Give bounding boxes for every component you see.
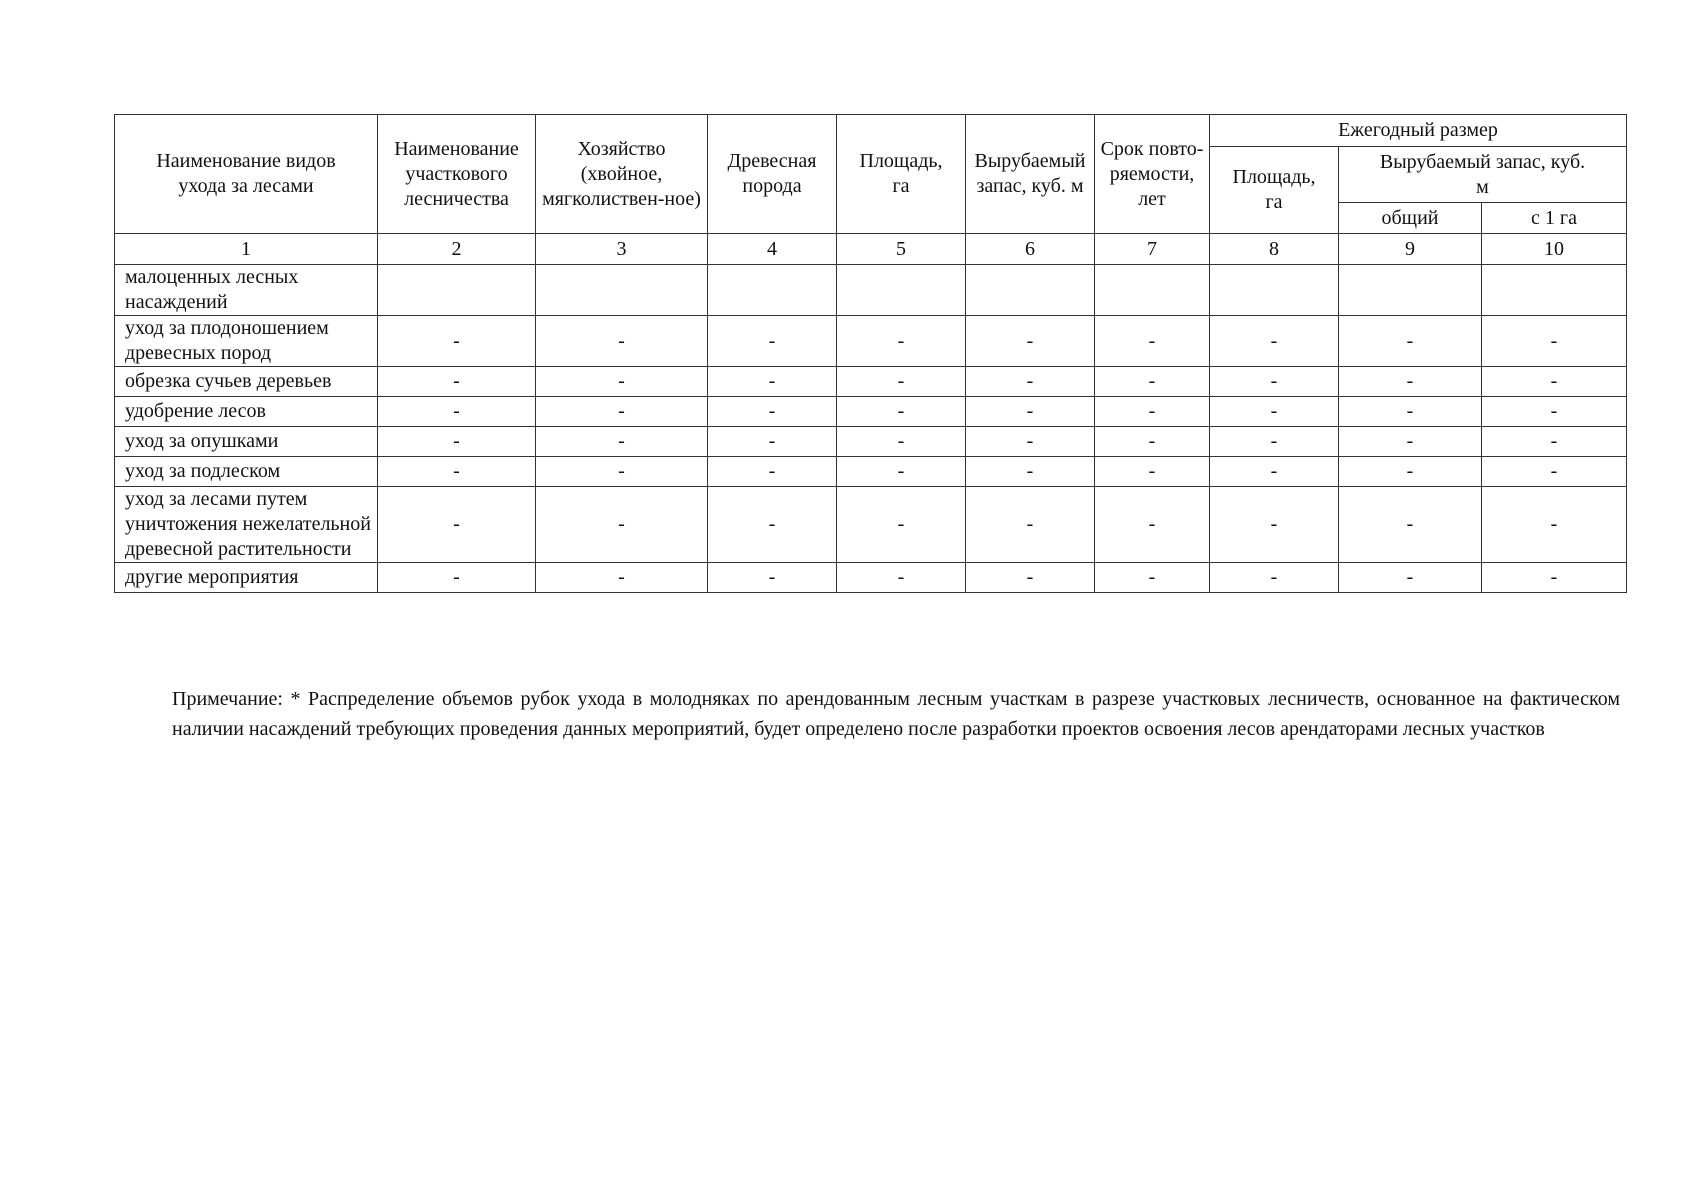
forest-care-table: [114, 114, 1627, 593]
table-cell: -: [1210, 563, 1339, 593]
column-number: 2: [378, 234, 536, 265]
table-cell: -: [1339, 367, 1482, 397]
header-district: Наименование участкового лесничества: [378, 115, 536, 234]
table-cell: -: [378, 316, 536, 367]
table-cell: -: [966, 427, 1095, 457]
table-cell: -: [1210, 316, 1339, 367]
header-tree-species: Древесная порода: [708, 115, 837, 234]
table-cell: -: [378, 367, 536, 397]
table-cell: -: [837, 367, 966, 397]
table-cell: [837, 265, 966, 316]
table-cell: -: [1095, 487, 1210, 563]
table-cell: -: [1339, 397, 1482, 427]
table-row: [115, 265, 1627, 316]
column-number-row: [115, 234, 1627, 265]
table-body: [115, 234, 1627, 593]
table-cell: -: [1482, 316, 1627, 367]
header-volume-total: общий: [1339, 203, 1482, 234]
table-cell: -: [1210, 367, 1339, 397]
table-cell: -: [378, 487, 536, 563]
column-number: 8: [1210, 234, 1339, 265]
table-cell: [1095, 265, 1210, 316]
care-type-name: другие мероприятия: [115, 563, 378, 593]
table-cell: -: [708, 397, 837, 427]
table-cell: [1339, 265, 1482, 316]
table-row: [115, 397, 1627, 427]
table-cell: -: [966, 487, 1095, 563]
table-cell: -: [708, 563, 837, 593]
table-cell: -: [708, 427, 837, 457]
table-cell: -: [966, 316, 1095, 367]
column-number: 4: [708, 234, 837, 265]
table-row: [115, 457, 1627, 487]
table-cell: -: [536, 487, 708, 563]
table-cell: -: [1482, 427, 1627, 457]
care-type-name: малоценных лесных насаждений: [115, 265, 378, 316]
table-cell: [966, 265, 1095, 316]
footnote: Примечание: * Распределение объемов рубок ухода в молодняках по арендованным лесным участкам в разрезе участковых лесничеств, основанное на фактическом наличии насаждений требующих проведения данных мероприятий, будет определено после разработки проектов освоения лесов арендаторами лесных участков: [172, 688, 1620, 740]
header-volume-per-ha: с 1 га: [1482, 203, 1627, 234]
document-page: [114, 114, 1626, 593]
table-cell: [1482, 265, 1627, 316]
care-type-name: уход за плодоношением древесных пород: [115, 316, 378, 367]
header-repeat-period: Срок повто-ряемости, лет: [1095, 115, 1210, 234]
table-cell: -: [837, 487, 966, 563]
table-cell: -: [536, 397, 708, 427]
table-row: [115, 427, 1627, 457]
table-cell: -: [1482, 563, 1627, 593]
table-cell: -: [1339, 427, 1482, 457]
table-cell: -: [1482, 487, 1627, 563]
table-cell: -: [1095, 316, 1210, 367]
column-number: 7: [1095, 234, 1210, 265]
header-economy: Хозяйство (хвойное, мягколиствен-ное): [536, 115, 708, 234]
table-cell: -: [837, 457, 966, 487]
care-type-name: уход за опушками: [115, 427, 378, 457]
care-type-name: уход за лесами путем уничтожения нежелательной древесной растительности: [115, 487, 378, 563]
table-cell: [378, 265, 536, 316]
table-cell: -: [536, 316, 708, 367]
table-cell: -: [536, 457, 708, 487]
table-cell: -: [1482, 397, 1627, 427]
table-cell: -: [536, 367, 708, 397]
table-cell: -: [708, 487, 837, 563]
table-cell: -: [1095, 367, 1210, 397]
table-cell: -: [837, 316, 966, 367]
table-cell: -: [966, 457, 1095, 487]
column-number: 6: [966, 234, 1095, 265]
column-number: 3: [536, 234, 708, 265]
header-annual-volume: Вырубаемый запас, куб. м: [1339, 147, 1627, 203]
table-cell: -: [1210, 487, 1339, 563]
care-type-name: удобрение лесов: [115, 397, 378, 427]
table-cell: -: [1339, 316, 1482, 367]
table-cell: -: [1095, 563, 1210, 593]
table-cell: [708, 265, 837, 316]
table-cell: -: [966, 397, 1095, 427]
table-cell: -: [536, 427, 708, 457]
table-cell: -: [1095, 427, 1210, 457]
table-cell: -: [708, 457, 837, 487]
table-cell: -: [378, 427, 536, 457]
header-annual-size: Ежегодный размер: [1210, 115, 1627, 147]
table-cell: -: [1095, 457, 1210, 487]
table-cell: -: [1095, 397, 1210, 427]
table-cell: -: [1339, 563, 1482, 593]
header-area: Площадь, га: [837, 115, 966, 234]
table-cell: -: [837, 397, 966, 427]
table-cell: [1210, 265, 1339, 316]
table-cell: -: [1482, 457, 1627, 487]
table-cell: -: [708, 316, 837, 367]
table-cell: -: [1339, 457, 1482, 487]
table-cell: -: [536, 563, 708, 593]
table-row: [115, 563, 1627, 593]
column-number: 1: [115, 234, 378, 265]
care-type-name: уход за подлеском: [115, 457, 378, 487]
table-cell: -: [1482, 367, 1627, 397]
column-number: 9: [1339, 234, 1482, 265]
table-cell: -: [378, 397, 536, 427]
table-row: [115, 367, 1627, 397]
column-number: 10: [1482, 234, 1627, 265]
table-cell: -: [966, 563, 1095, 593]
table-cell: -: [837, 563, 966, 593]
table-cell: [536, 265, 708, 316]
table-row: [115, 316, 1627, 367]
table-row: [115, 487, 1627, 563]
table-cell: -: [378, 563, 536, 593]
table-cell: -: [966, 367, 1095, 397]
header-care-type: Наименование видов ухода за лесами: [115, 115, 378, 234]
table-cell: -: [837, 427, 966, 457]
table-cell: -: [1210, 427, 1339, 457]
table-cell: -: [1339, 487, 1482, 563]
table-cell: -: [378, 457, 536, 487]
column-number: 5: [837, 234, 966, 265]
table-cell: -: [1210, 457, 1339, 487]
header-annual-area: Площадь, га: [1210, 147, 1339, 234]
table-cell: -: [708, 367, 837, 397]
table-cell: -: [1210, 397, 1339, 427]
header-volume: Вырубаемый запас, куб. м: [966, 115, 1095, 234]
care-type-name: обрезка сучьев деревьев: [115, 367, 378, 397]
